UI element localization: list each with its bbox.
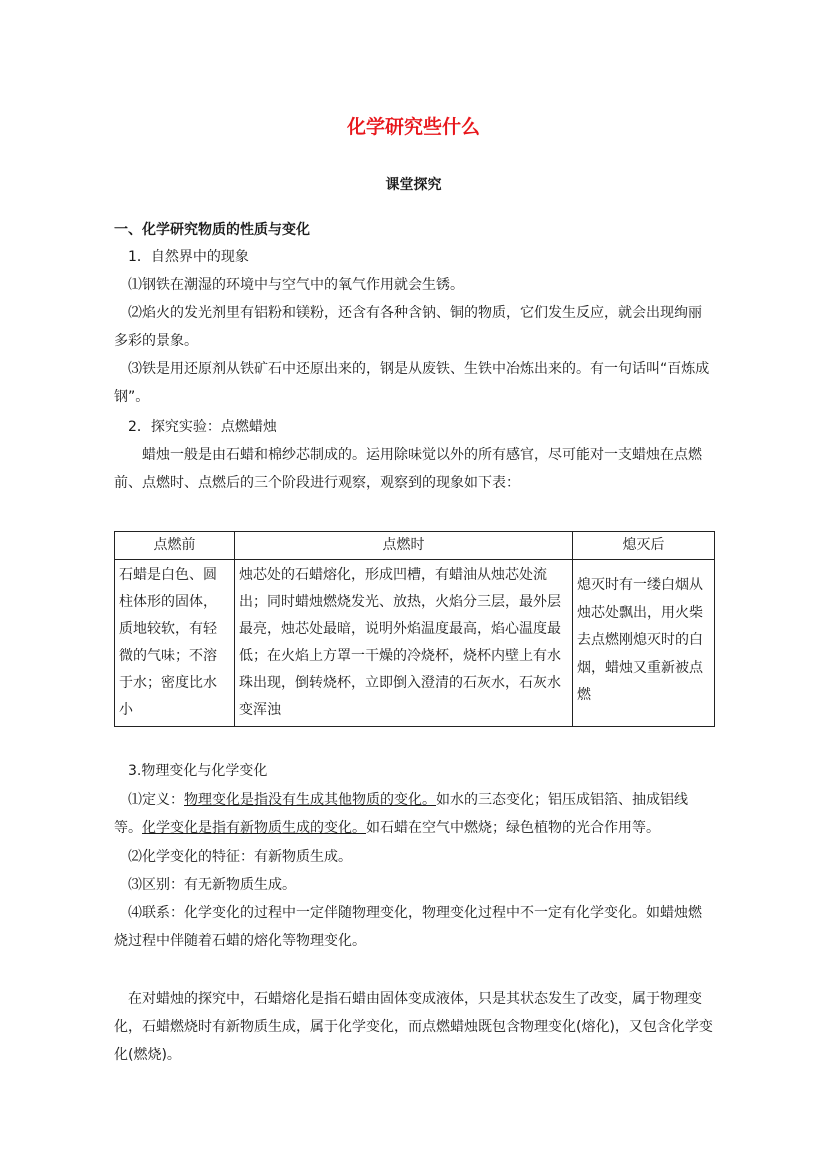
paragraph-1: ⑴钢铁在潮湿的环境中与空气中的氧气作用就会生锈。 [128,277,464,293]
table-row [115,560,715,727]
physical-change-examples: 如水的三态变化；铝压成铝箔、抽成铝线等。 [114,792,688,836]
table-header-row [115,532,715,560]
paragraph-2: ⑵焰火的发光剂里有铝粉和镁粉，还含有各种含钠、铜的物质，它们发生反应，就会出现绚丽多彩的景象。 [114,305,702,349]
physical-change-definition: 物理变化是指没有生成其他物质的变化。 [184,792,436,808]
item-heading-2: 2．探究实验：点燃蜡烛 [128,419,277,435]
item-heading-3: 3.物理变化与化学变化 [128,763,268,779]
table-cell: 石蜡是白色、圆柱体形的固体，质地较软，有轻微的气味；不溶于水；密度比水小 [115,560,235,727]
table-cell: 烛芯处的石蜡熔化，形成凹槽，有蜡油从烛芯处流出；同时蜡烛燃烧发光、放热，火焰分三层，最外层最亮，烛芯处最暗，说明外焰温度最高，焰心温度最低；在火焰上方罩一干燥的冷烧杯，烧杯内壁上有水珠出现，倒转烧杯，立即倒入澄清的石灰水，石灰水变浑浊 [235,560,573,727]
section-subtitle: 课堂探究 [385,177,442,193]
table-header: 熄灭后 [573,532,715,560]
table-cell: 熄灭时有一缕白烟从烛芯处飘出，用火柴去点燃刚熄灭时的白烟，蜡烛又重新被点燃 [573,560,715,727]
paragraph-6: ⑶区别：有无新物质生成。 [128,877,296,893]
page-title: 化学研究些什么 [346,116,480,138]
table-header: 点燃时 [235,532,573,560]
paragraph-8: 在对蜡烛的探究中，石蜡熔化是指石蜡由固体变成液体，只是其状态发生了改变，属于物理变化，石蜡燃烧时有新物质生成，属于化学变化，而点燃蜡烛既包含物理变化(熔化)，又包含化学变化(燃烧)。 [114,991,713,1063]
section-heading: 一、化学研究物质的性质与变化 [114,222,310,238]
paragraph-4: 蜡烛一般是由石蜡和棉纱芯制成的。运用除味觉以外的所有感官，尽可能对一支蜡烛在点燃前、点燃时、点燃后的三个阶段进行观察，观察到的现象如下表： [114,447,702,491]
observation-table [114,531,715,727]
chemical-change-definition: 化学变化是指有新物质生成的变化。 [142,820,366,836]
table-header: 点燃前 [115,532,235,560]
paragraph-3: ⑶铁是用还原剂从铁矿石中还原出来的，钢是从废铁、生铁中冶炼出来的。有一句话叫“百炼成钢”。 [114,361,710,405]
paragraph-5: ⑵化学变化的特征：有新物质生成。 [128,849,352,865]
paragraph-7: ⑷联系：化学变化的过程中一定伴随物理变化，物理变化过程中不一定有化学变化。如蜡烛燃烧过程中伴随着石蜡的熔化等物理变化。 [114,905,702,949]
definition-paragraph [114,786,714,842]
chemical-change-examples: 如石蜡在空气中燃烧；绿色植物的光合作用等。 [366,820,660,836]
definition-prefix: ⑴定义： [128,792,184,808]
item-heading-1: 1．自然界中的现象 [128,249,249,265]
